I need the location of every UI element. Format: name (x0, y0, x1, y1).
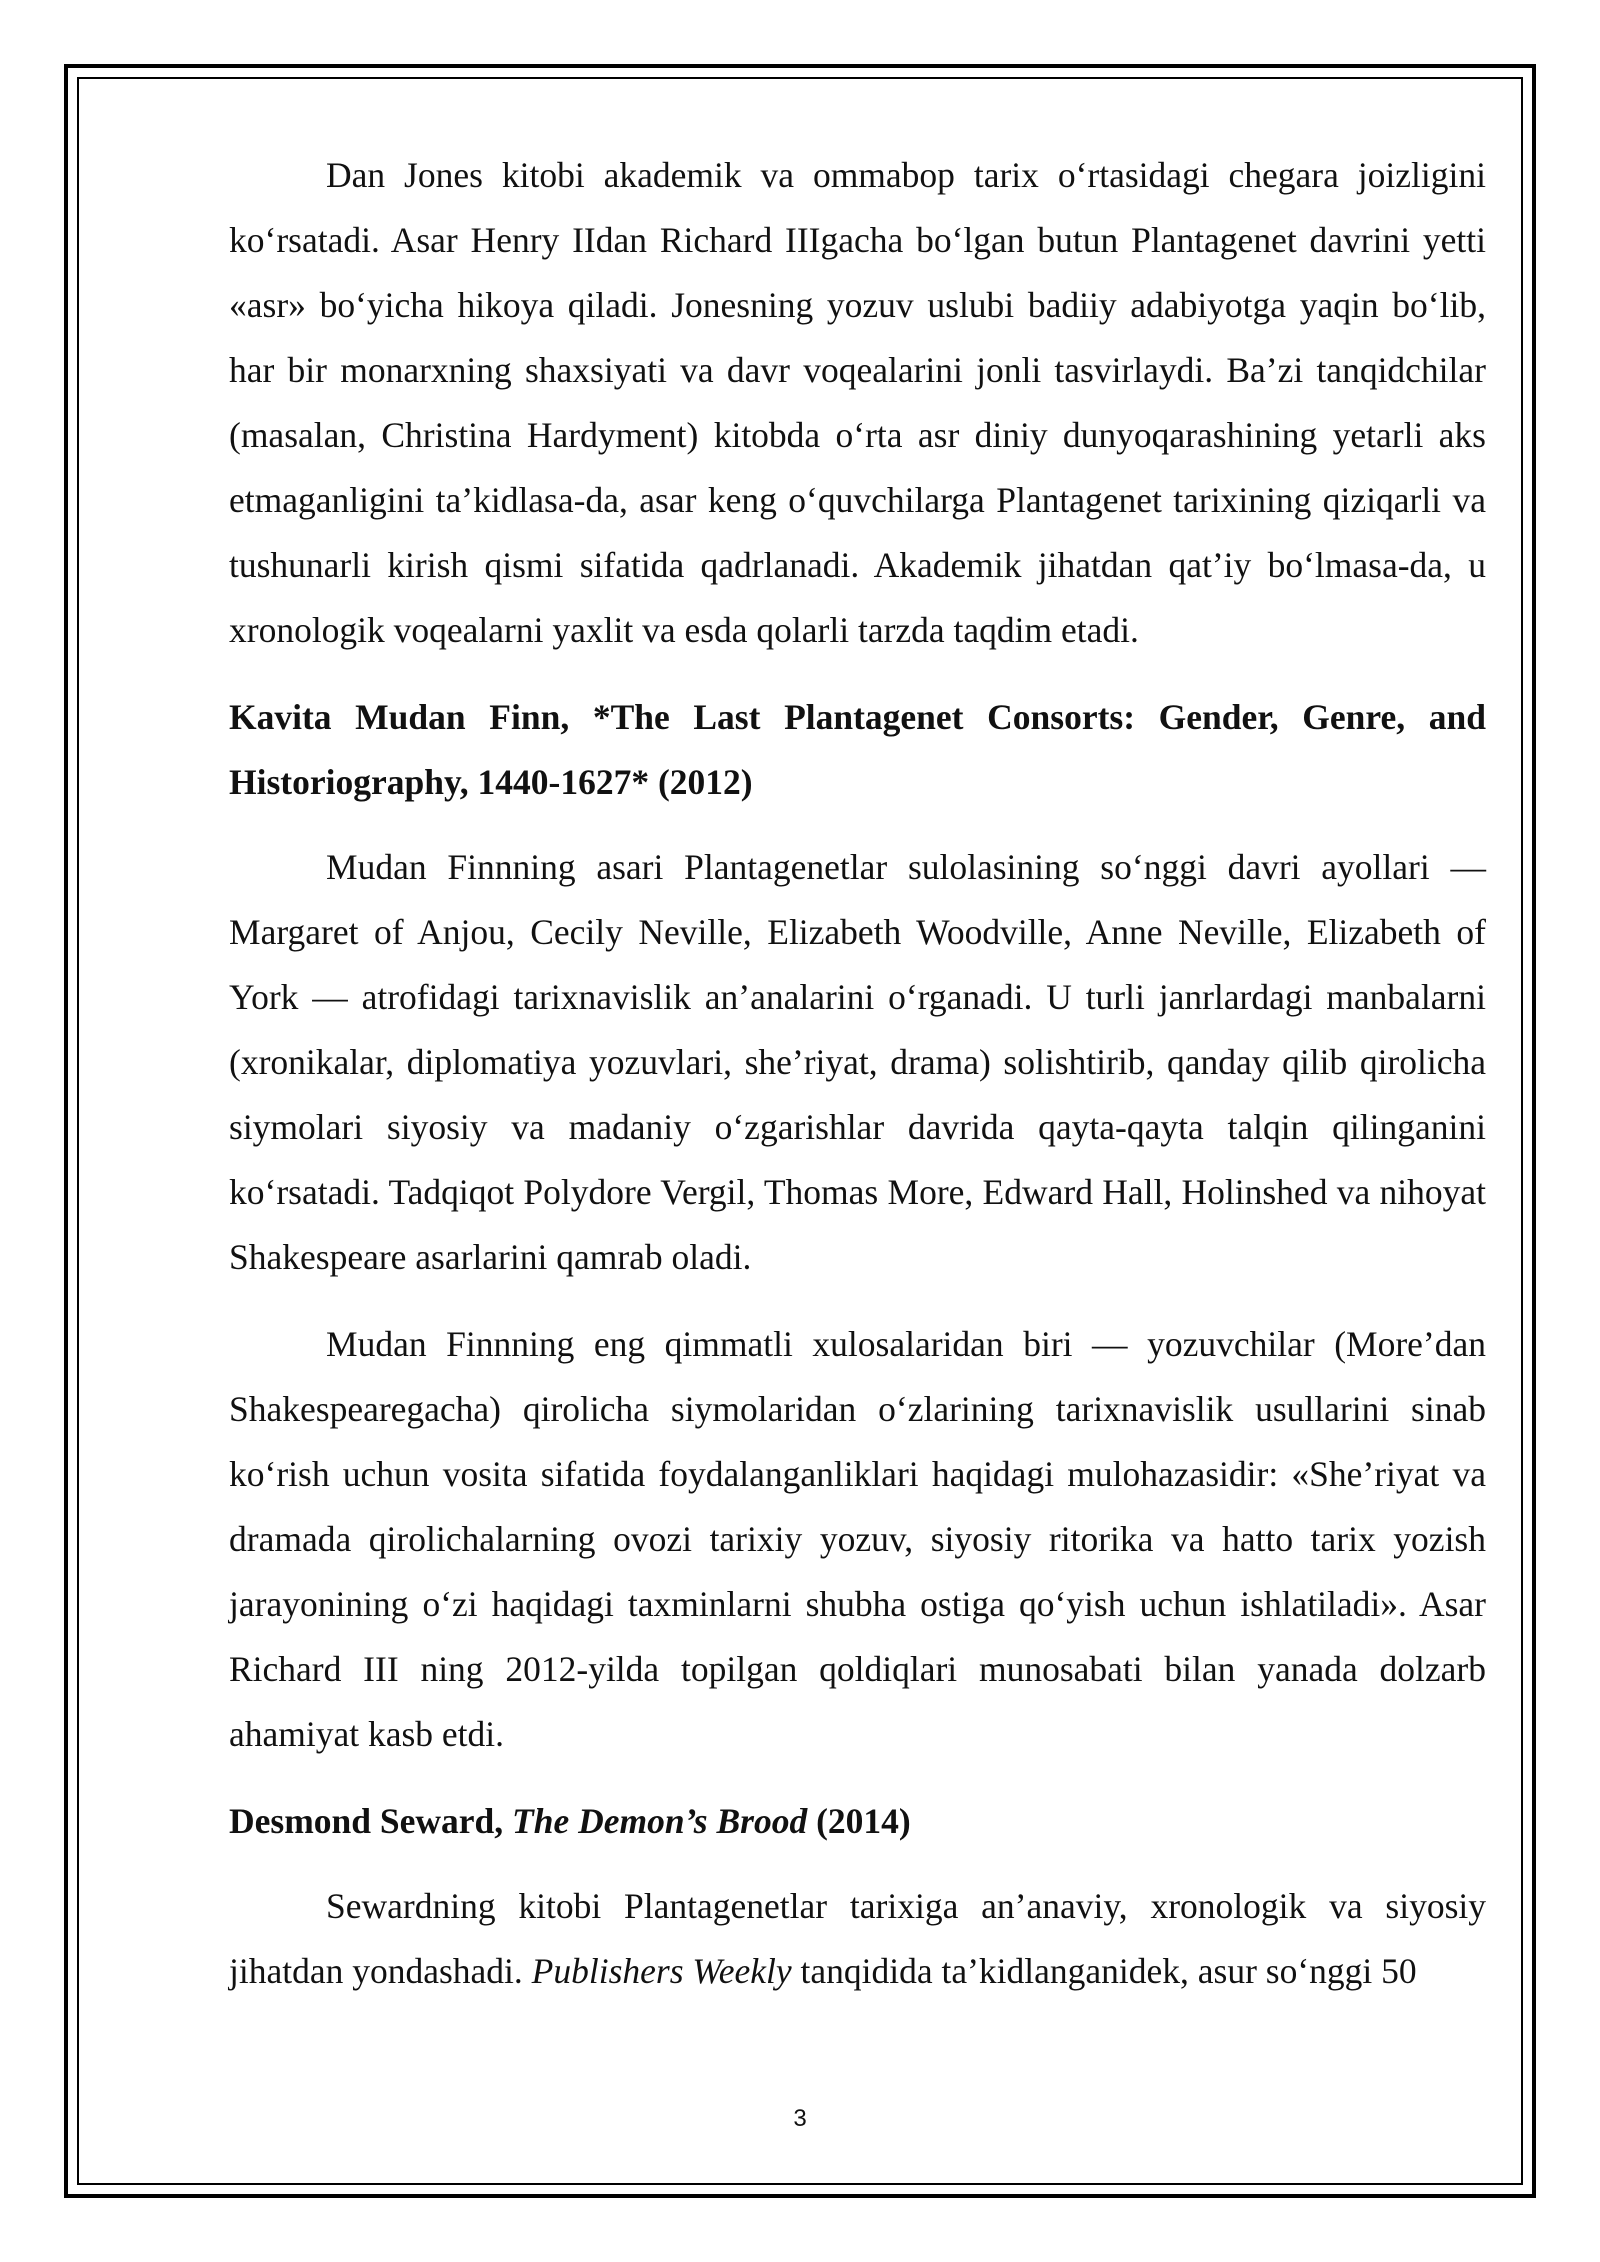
paragraph-seward-end: tanqidida ta’kidlanganidek, asur so‘nggi 50 (791, 1951, 1417, 1991)
heading-seward (229, 1789, 1486, 1854)
paragraph-seward (229, 1874, 1486, 2004)
heading-seward-year: (2014) (807, 1801, 911, 1841)
paragraph-dan-jones: Dan Jones kitobi akademik va ommabop tarix o‘rtasidagi chegara joizligini ko‘rsatadi. Asar Henry IIdan Richard IIIgacha bo‘lgan butun Plantagenet davrini yetti «asr» bo‘yicha hikoya qiladi. Jonesning yozuv uslubi badiiy adabiyotga yaqin bo‘lib, har bir monarxning shaxsiyati va davr voqealarini jonli tasvirlaydi. Ba’zi tanqidchilar (masalan, Christina Hardyment) kitobda o‘rta asr diniy dunyoqarashining yetarli aks etmaganligini ta’kidlasa-da, asar keng o‘quvchilarga Plantagenet tarixining qiziqarli va tushunarli kirish qismi sifatida qadrlanadi. Akademik jihatdan qat’iy bo‘lmasa-da, u xronologik voqealarni yaxlit va esda qolarli tarzda taqdim etadi. (229, 155, 1486, 650)
paragraph-seward-start: Sewardning kitobi Plantagenetlar tarixiga an’anaviy, xronologik va siyosiy jihatdan yondashadi. (229, 1886, 1486, 1991)
heading-seward-author: Desmond Seward, (229, 1801, 513, 1841)
page-content (229, 143, 1486, 2004)
paragraph-mudan-finn-1: Mudan Finnning asari Plantagenetlar sulolasining so‘nggi davri ayollari — Margaret of Anjou, Cecily Neville, Elizabeth Woodville, Anne Neville, Elizabeth of York — atrofidagi tarixnavislik an’analarini o‘rganadi. U turli janrlardagi manbalarni (xronikalar, diplomatiya yozuvlari, she’riyat, drama) solishtirib, qanday qilib qirolicha siymolari siyosiy va madaniy o‘zgarishlar davrida qayta-qayta talqin qilinganini ko‘rsatadi. Tadqiqot Polydore Vergil, Thomas More, Edward Hall, Holinshed va nihoyat Shakespeare asarlarini qamrab oladi. (229, 847, 1486, 1277)
paragraph-mudan-finn-2: Mudan Finnning eng qimmatli xulosalaridan biri — yozuvchilar (More’dan Shakespearegacha) qirolicha siymolaridan o‘zlarining tarixnavislik usullarini sinab ko‘rish uchun vosita sifatida foydalanganliklari haqidagi mulohazasidir: «She’riyat va dramada qirolichalarning ovozi tarixiy yozuv, siyosiy ritorika va hatto tarix yozish jarayonining o‘zi haqidagi taxminlarni shubha ostiga qo‘yish uchun ishlatiladi». Asar Richard III ning 2012-yilda topilgan qoldiqlari munosabati bilan yanada dolzarb ahamiyat kasb etdi. (229, 1324, 1486, 1754)
heading-mudan-finn: Kavita Mudan Finn, *The Last Plantagenet Consorts: Gender, Genre, and Historiography, 1440-1627* (2012) (229, 697, 1486, 802)
page-number: 3 (793, 2105, 807, 2132)
heading-seward-title: The Demon’s Brood (512, 1801, 808, 1841)
paragraph-seward-journal: Publishers Weekly (531, 1951, 792, 1991)
